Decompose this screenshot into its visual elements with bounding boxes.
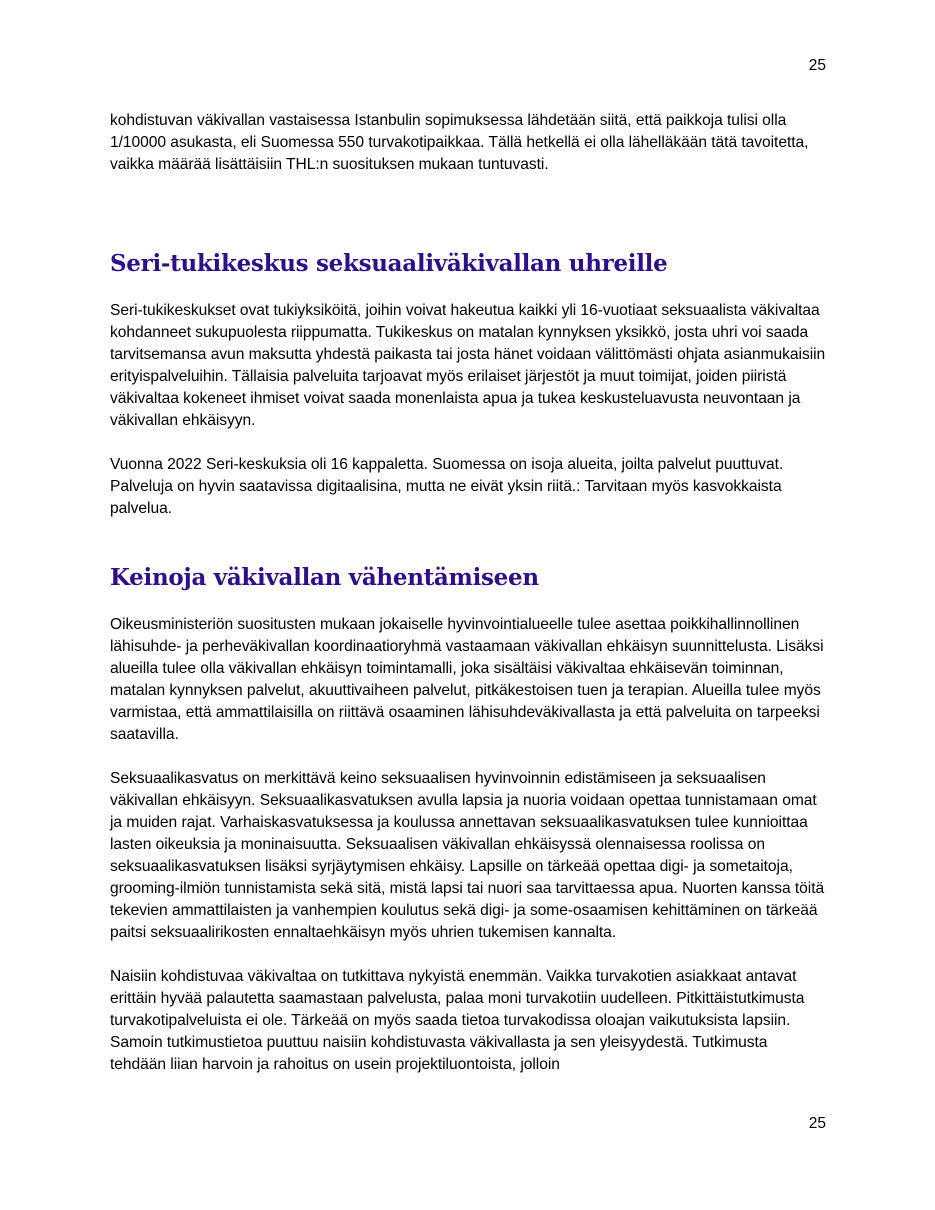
document-body	[110, 110, 826, 1076]
paragraph: Vuonna 2022 Seri-keskuksia oli 16 kappaletta. Suomessa on isoja alueita, joilta palvelut puuttuvat. Palveluja on hyvin saatavissa digitaalisina, mutta ne eivät yksin riitä.: Tarvitaan myös kasvokkaista palvelua.	[110, 456, 784, 517]
paragraph: Seksuaalikasvatus on merkittävä keino seksuaalisen hyvinvoinnin edistämiseen ja seksuaalisen väkivallan ehkäisyyn. Seksuaalikasvatuksen avulla lapsia ja nuoria voidaan opettaa tunnistamaan omat ja muiden rajat. Varhaiskasvatuksessa ja koulussa annettavan seksuaalikasvatuksen tulee kunnioittaa lasten oikeuksia ja moninaisuutta. Seksuaalisen väkivallan ehkäisyssä olennaisessa roolissa on seksuaalikasvatuksen lisäksi syrjäytymisen ehkäisy. Lapsille on tärkeää opettaa digi- ja sometaitoja, grooming-ilmiön tunnistamista sekä sitä, mistä lapsi tai nuori saa tarvittaessa apua. Nuorten kanssa töitä tekevien ammattilaisten ja vanhempien koulutus sekä digi- ja some-osaamisen kehittäminen on tärkeää paitsi seksuaalirikosten ennaltaehkäisyn myös uhrien tukemisen kannalta.	[110, 770, 825, 941]
paragraph: Naisiin kohdistuvaa väkivaltaa on tutkittava nykyistä enemmän. Vaikka turvakotien asiakkaat antavat erittäin hyvää palautetta saamastaan palvelusta, palaa moni turvakotiin uudelleen. Pitkittäistutkimusta turvakotipalveluista ei ole. Tärkeää on myös saada tietoa turvakodissa oloajan vaikutuksista lapsiin. Samoin tutkimustietoa puuttuu naisiin kohdistuvasta väkivallasta ja sen yleisyydestä. Tutkimusta tehdään liian harvoin ja rahoitus on usein projektiluontoista, jolloin	[110, 968, 805, 1073]
intro-paragraph: kohdistuvan väkivallan vastaisessa Istanbulin sopimuksessa lähdetään siitä, että paikkoja tulisi olla 1/10000 asukasta, eli Suomessa 550 turvakotipaikkaa. Tällä hetkellä ei olla lähelläkään tätä tavoitetta, vaikka määrää lisättäisiin THL:n suosituksen mukaan tuntuvasti.	[110, 112, 809, 173]
section-heading-keinoja: Keinoja väkivallan vähentämiseen	[110, 564, 539, 591]
paragraph: Seri-tukikeskukset ovat tukiyksiköitä, joihin voivat hakeutua kaikki yli 16-vuotiaat seksuaalista väkivaltaa kohdanneet sukupuolesta riippumatta. Tukikeskus on matalan kynnyksen yksikkö, josta uhri voi saada tarvitsemansa avun maksutta yhdestä paikasta tai josta hänet voidaan välittömästi ohjata asianmukaisiin erityispalveluihin. Tällaisia palveluita tarjoavat myös erilaiset järjestöt ja muut toimijat, joiden piiristä väkivaltaa kokeneet ihmiset voivat saada monenlaista apua ja tukea keskusteluavusta neuvontaan ja väkivallan ehkäisyyn.	[110, 302, 826, 429]
paragraph: Oikeusministeriön suositusten mukaan jokaiselle hyvinvointialueelle tulee asettaa poikkihallinnollinen lähisuhde- ja perheväkivallan koordinaatioryhmä vastaamaan väkivallan ehkäisyn suunnittelusta. Lisäksi alueilla tulee olla väkivallan ehkäisyn toimintamalli, joka sisältäisi väkivaltaa ehkäisevän toiminnan, matalan kynnyksen palvelut, akuuttivaiheen palvelut, pitkäkestoisen tuen ja terapian. Alueilla tulee myös varmistaa, että ammattilaisilla on riittävä osaaminen lähisuhdeväkivallasta ja että palveluita on tarpeeksi saatavilla.	[110, 616, 824, 743]
section-heading-seri: Seri-tukikeskus seksuaaliväkivallan uhreille	[110, 250, 668, 277]
page-number-bottom: 25	[808, 1115, 826, 1132]
page-number-top: 25	[808, 57, 826, 74]
